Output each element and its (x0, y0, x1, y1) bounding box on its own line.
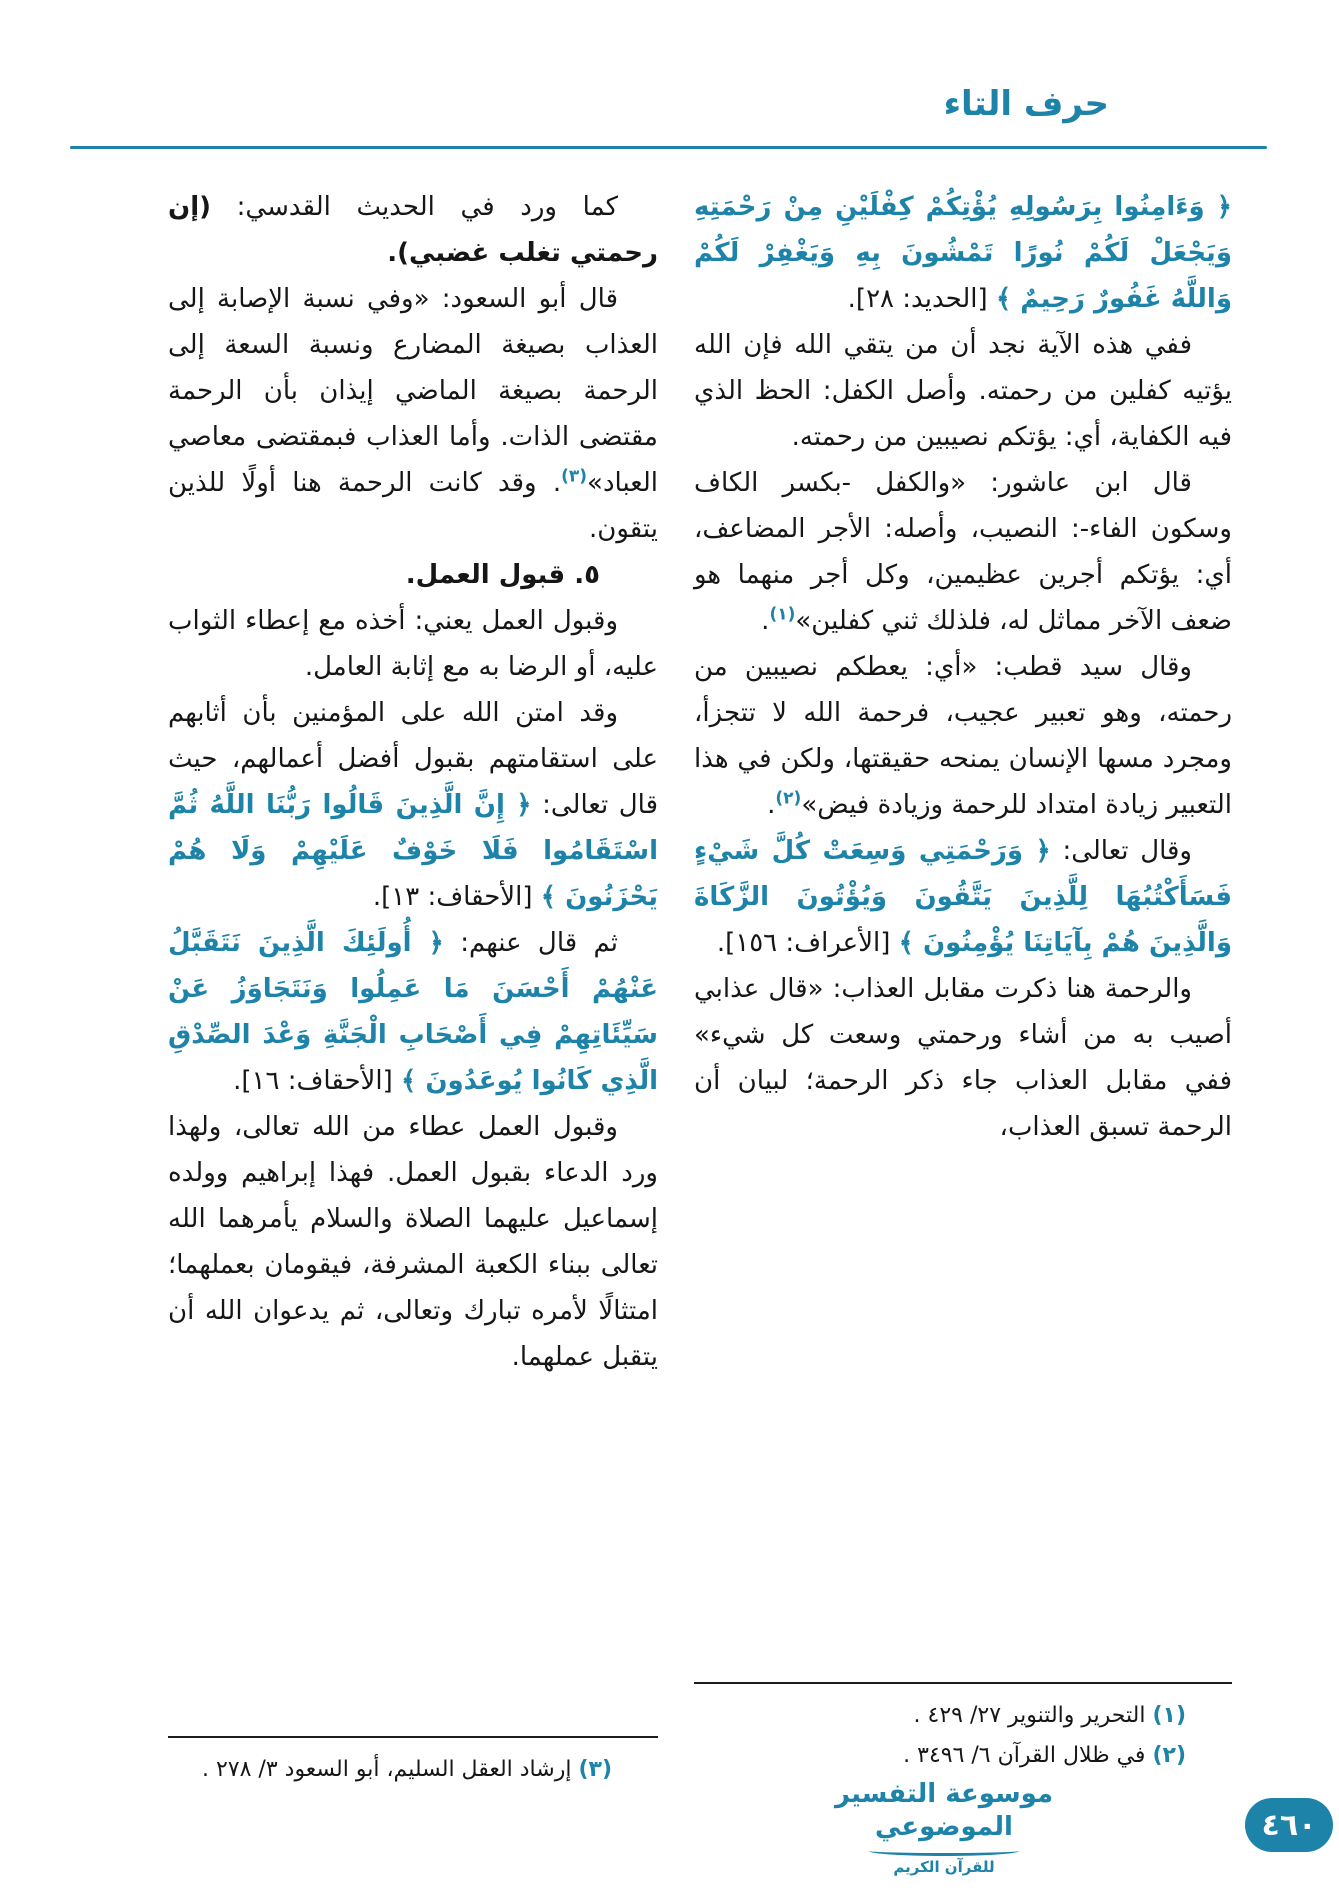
text-segment: . (767, 790, 776, 820)
right-column-text (694, 184, 1232, 1150)
paragraph (168, 598, 658, 690)
text-segment: كما ورد في الحديث القدسي: (211, 192, 618, 222)
quran-paragraph (694, 828, 1232, 966)
text-segment: قال ابن عاشور: «والكفل -بكسر الكاف وسكون الفاء-: النصيب، وأصله: الأجر المضاعف، أي: يؤتكم أجرين عظيمين، وكل أجر منهما هو ضعف الآخر مماثل له، فلذلك ثني كفلين» (694, 468, 1232, 636)
quran-verse: ﴿ أُولَئِكَ الَّذِينَ نَتَقَبَّلُ عَنْهُمْ أَحْسَنَ مَا عَمِلُوا وَنَتَجَاوَزُ عَنْ سَيِّئَاتِهِمْ فِي أَصْحَابِ الْجَنَّةِ وَعْدَ الصِّدْقِ الَّذِي كَانُوا يُوعَدُونَ ﴾ (168, 928, 658, 1096)
quran-paragraph (168, 690, 658, 920)
footnote-text: إرشاد العقل السليم، أبو السعود ٣/ ٢٧٨ . (201, 1757, 579, 1782)
text-segment: وقال تعالى: (1050, 836, 1192, 866)
paragraph (694, 460, 1232, 644)
right-column (694, 184, 1232, 1790)
text-segment: [الأحقاف: ١٣]. (372, 882, 541, 912)
text-segment: [الأعراف: ١٥٦]. (716, 928, 899, 958)
footnote (168, 1750, 658, 1790)
text-segment: وقد امتن الله على المؤمنين بأن أثابهم على استقامتهم بقبول أفضل أعمالهم، حيث قال تعالى: (168, 698, 659, 820)
page-number: ٤٦٠ (1245, 1798, 1333, 1852)
text-segment: والرحمة هنا ذكرت مقابل العذاب: «قال عذابي أصيب به من أشاء ورحمتي وسعت كل شيء» ففي مقابل العذاب جاء ذكر الرحمة؛ لبيان أن الرحمة تسبق العذاب، (694, 974, 1232, 1142)
right-footnotes-list (694, 1696, 1232, 1776)
quran-verse: ﴿ إِنَّ الَّذِينَ قَالُوا رَبُّنَا اللَّهُ ثُمَّ اسْتَقَامُوا فَلَا خَوْفٌ عَلَيْهِمْ وَلَا هُمْ يَحْزَنُونَ ﴾ (168, 790, 658, 912)
left-column (168, 184, 658, 1790)
paragraph (694, 966, 1232, 1150)
footnote-number: (١) (1152, 1703, 1186, 1728)
text-segment: وقال سيد قطب: «أي: يعطكم نصيبين من رحمته، وهو تعبير عجيب، فرحمة الله لا تتجزأ، ومجرد مسها الإنسان يمنحه حقيقتها، ولكن في هذا التعبير زيادة امتداد للرحمة وزيادة فيض» (694, 652, 1232, 820)
left-column-text (168, 184, 658, 1380)
right-footnotes (694, 1682, 1232, 1776)
text-segment: وقبول العمل عطاء من الله تعالى، ولهذا ورد الدعاء بقبول العمل. فهذا إبراهيم وولده إسماعيل عليهما الصلاة والسلام يأمرهما الله تعالى ببناء الكعبة المشرفة، فيقومان بعملهما؛ امتثالًا لأمره تبارك وتعالى، ثم يدعوان الله أن يتقبل عملهما. (168, 1112, 658, 1372)
quran-verse: ﴿ وَرَحْمَتِي وَسِعَتْ كُلَّ شَيْءٍ فَسَأَكْتُبُهَا لِلَّذِينَ يَتَّقُونَ وَيُؤْتُونَ الزَّكَاةَ وَالَّذِينَ هُمْ بِآيَاتِنَا يُؤْمِنُونَ ﴾ (694, 836, 1232, 958)
left-footnotes-list (168, 1750, 658, 1790)
footnote-divider (694, 1682, 1232, 1684)
publisher-logo-subtitle: للقرآن الكريم (893, 1858, 995, 1876)
text-segment: . وقد كانت الرحمة هنا أولًا للذين يتقون. (168, 468, 658, 544)
logo-flourish (869, 1846, 1019, 1856)
text-segment: [الأحقاف: ١٦]. (233, 1066, 402, 1096)
quran-verse: ﴿ وَءَامِنُوا بِرَسُولِهِ يُؤْتِكُمْ كِفْلَيْنِ مِنْ رَحْمَتِهِ وَيَجْعَلْ لَكُمْ نُورًا تَمْشُونَ بِهِ وَيَغْفِرْ لَكُمْ وَاللَّهُ غَفُورٌ رَحِيمٌ ﴾ (694, 192, 1232, 314)
section-heading (168, 552, 658, 598)
text-segment: (إن رحمتي تغلب غضبي). (168, 192, 658, 268)
footnote-marker: (٢) (775, 788, 802, 809)
quran-paragraph (694, 184, 1232, 322)
footnote-marker: (١) (769, 604, 796, 625)
text-segment: ثم قال عنهم: (443, 928, 619, 958)
paragraph (168, 1104, 658, 1380)
header-divider (70, 146, 1267, 149)
footnote-divider (168, 1736, 658, 1738)
footnote-number: (٢) (1152, 1743, 1186, 1768)
footnote-marker: (٣) (561, 466, 588, 487)
text-segment: وقبول العمل يعني: أخذه مع إعطاء الثواب عليه، أو الرضا به مع إثابة العامل. (168, 606, 658, 682)
footnote (694, 1736, 1232, 1776)
text-segment: [الحديد: ٢٨]. (847, 284, 996, 314)
text-segment: ٥. قبول العمل. (405, 560, 600, 590)
chapter-heading: حرف التاء (943, 84, 1109, 124)
quran-paragraph (168, 920, 658, 1104)
left-footnotes (168, 1736, 658, 1790)
paragraph (694, 322, 1232, 460)
footnote-text: في ظلال القرآن ٦/ ٣٤٩٦ . (903, 1743, 1153, 1768)
footnote (694, 1696, 1232, 1736)
paragraph (694, 644, 1232, 828)
text-columns (168, 184, 1232, 1790)
footnote-number: (٣) (578, 1757, 612, 1782)
paragraph (168, 276, 658, 552)
footnote-text: التحرير والتنوير ٢٧/ ٤٢٩ . (913, 1703, 1153, 1728)
text-segment: ففي هذه الآية نجد أن من يتقي الله فإن الله يؤتيه كفلين من رحمته. وأصل الكفل: الحظ الذي فيه الكفاية، أي: يؤتكم نصيبين من رحمته. (694, 330, 1232, 452)
publisher-logo (804, 1778, 1084, 1876)
text-segment: قال أبو السعود: «وفي نسبة الإصابة إلى العذاب بصيغة المضارع ونسبة السعة إلى الرحمة بصيغة الماضي إيذان بأن الرحمة مقتضى الذات. وأما العذاب فبمقتضى معاصي العباد» (168, 284, 658, 498)
paragraph (168, 184, 658, 276)
text-segment: . (761, 606, 770, 636)
publisher-logo-title: موسوعة التفسير الموضوعي (834, 1779, 1054, 1842)
